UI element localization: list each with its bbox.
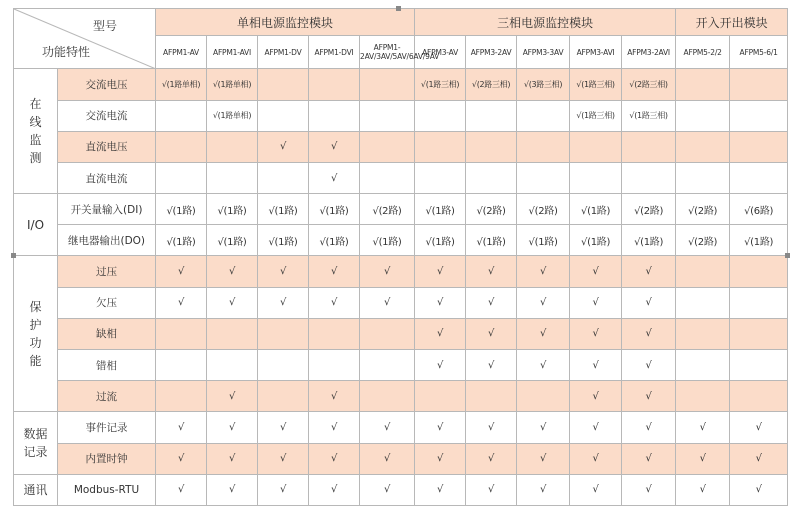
support-cell: √ [415,256,466,287]
support-cell: √ [207,381,258,412]
category-protection [14,256,58,412]
support-cell [730,287,788,318]
support-cell [360,350,415,381]
category-label: 在线监测 [29,97,42,166]
category-io [14,194,58,256]
support-cell: √ [360,287,415,318]
table-row [14,69,788,100]
support-cell: √(1路) [309,194,360,225]
category-communication [14,474,58,505]
support-cell: √ [156,412,207,443]
support-cell [415,131,466,162]
table-row [14,194,788,225]
support-cell [730,318,788,349]
category-online-monitoring [14,69,58,194]
support-cell [360,381,415,412]
support-cell [415,100,466,131]
support-cell [156,100,207,131]
support-cell [466,162,517,193]
support-cell: √ [258,474,309,505]
support-cell: √ [466,474,517,505]
category-label: 保护功能 [29,299,42,368]
support-cell: √ [309,256,360,287]
support-cell: √ [517,287,570,318]
support-cell: √ [207,287,258,318]
support-cell: √ [309,162,360,193]
feature-label: 错相 [58,350,156,381]
support-cell [676,100,730,131]
support-cell: √(1路) [415,194,466,225]
group-three-phase: 三相电源监控模块 [415,9,676,36]
support-cell [309,100,360,131]
support-cell [517,131,570,162]
group-single-phase: 单相电源监控模块 [156,9,415,36]
support-cell [258,69,309,100]
support-cell: √(2路) [517,194,570,225]
model-header: AFPM3-AV [415,36,466,69]
support-cell: √ [466,287,517,318]
support-cell: √ [415,350,466,381]
support-cell: √ [415,474,466,505]
support-cell: √(1路) [570,194,622,225]
support-cell: √(1路) [622,225,676,256]
support-cell: √ [622,381,676,412]
support-cell [258,381,309,412]
model-header: AFPM1-AV [156,36,207,69]
support-cell: √ [622,287,676,318]
support-cell [517,100,570,131]
support-cell: √(1路) [730,225,788,256]
support-cell: √(6路) [730,194,788,225]
support-cell: √(1路) [570,225,622,256]
support-cell: √(2路三相) [466,69,517,100]
support-cell [207,131,258,162]
support-cell [730,100,788,131]
support-cell [676,131,730,162]
group-io-module: 开入开出模块 [676,9,788,36]
support-cell [676,69,730,100]
feature-label: 过压 [58,256,156,287]
feature-label: 内置时钟 [58,443,156,474]
corner-diagonal [14,9,156,69]
model-header: AFPM1-DV [258,36,309,69]
table-row [14,318,788,349]
support-cell [156,350,207,381]
support-cell [415,381,466,412]
support-cell [730,350,788,381]
support-cell: √ [258,131,309,162]
model-header: AFPM1-DVI [309,36,360,69]
support-cell [730,381,788,412]
support-cell: √ [622,318,676,349]
support-cell [156,381,207,412]
support-cell: √ [360,256,415,287]
support-cell: √ [415,412,466,443]
support-cell: √ [517,256,570,287]
support-cell [676,350,730,381]
feature-label: 直流电压 [58,131,156,162]
support-cell: √(1路) [360,225,415,256]
table-row [14,412,788,443]
support-cell [360,100,415,131]
support-cell [676,162,730,193]
support-cell: √(1路) [309,225,360,256]
support-cell: √ [156,287,207,318]
support-cell: √(1路单相) [207,100,258,131]
resize-handle-right [785,253,790,258]
support-cell: √ [156,443,207,474]
feature-label: 开关量输入(DI) [58,194,156,225]
support-cell: √ [517,412,570,443]
category-label: I/O [26,217,45,232]
support-cell [466,131,517,162]
support-cell [730,256,788,287]
support-cell: √(3路三相) [517,69,570,100]
support-cell: √ [570,256,622,287]
support-cell [360,318,415,349]
model-header: AFPM3-2AVI [622,36,676,69]
feature-label: 过流 [58,381,156,412]
support-cell: √ [517,474,570,505]
support-cell: √ [415,287,466,318]
support-cell [207,162,258,193]
support-cell: √ [570,287,622,318]
support-cell: √ [570,474,622,505]
support-cell [258,318,309,349]
table-row [14,256,788,287]
support-cell: √ [258,287,309,318]
support-cell [207,318,258,349]
support-cell: √(1路三相) [415,69,466,100]
corner-model-label: 型号 [92,19,117,33]
model-header: AFPM3-AVI [570,36,622,69]
model-header: AFPM3-2AV [466,36,517,69]
support-cell [517,381,570,412]
support-cell [730,162,788,193]
support-cell: √(2路) [360,194,415,225]
support-cell: √(1路) [156,194,207,225]
table-row [14,162,788,193]
support-cell [309,318,360,349]
support-cell [517,162,570,193]
support-cell [466,381,517,412]
support-cell: √ [622,443,676,474]
support-cell: √(2路) [676,225,730,256]
support-cell: √ [156,474,207,505]
corner-feature-label: 功能特性 [42,45,91,59]
support-cell: √ [309,381,360,412]
support-cell [258,350,309,381]
model-header: AFPM5-2/2 [676,36,730,69]
support-cell [730,69,788,100]
model-header: AFPM5-6/1 [730,36,788,69]
support-cell: √(2路) [466,194,517,225]
support-cell [676,256,730,287]
feature-label: 交流电流 [58,100,156,131]
support-cell: √ [622,412,676,443]
support-cell: √ [676,412,730,443]
support-cell: √ [207,412,258,443]
support-cell: √ [622,256,676,287]
support-cell: √(1路三相) [570,69,622,100]
support-cell: √ [415,443,466,474]
corner-cell [14,9,156,69]
table-row [14,225,788,256]
table-row [14,131,788,162]
support-cell: √(1路三相) [570,100,622,131]
support-cell: √(1路) [207,194,258,225]
support-cell: √ [466,318,517,349]
table-row [14,443,788,474]
support-cell: √ [309,443,360,474]
support-cell [258,162,309,193]
model-header: AFPM1-2AV/3AV/5AV/6AV/9AV [360,36,415,69]
support-cell: √ [730,412,788,443]
support-cell: √ [570,443,622,474]
support-cell [570,131,622,162]
support-cell: √ [676,443,730,474]
support-cell: √ [466,350,517,381]
support-cell: √ [207,256,258,287]
support-cell [360,69,415,100]
support-cell: √ [517,350,570,381]
table-row [14,100,788,131]
model-header: AFPM1-AVI [207,36,258,69]
support-cell: √(1路单相) [207,69,258,100]
support-cell: √(2路) [676,194,730,225]
support-cell: √ [258,412,309,443]
feature-label: Modbus-RTU [58,474,156,505]
support-cell [360,131,415,162]
support-cell: √ [622,474,676,505]
support-cell: √ [258,256,309,287]
support-cell: √(1路三相) [622,100,676,131]
feature-label: 交流电压 [58,69,156,100]
support-cell: √(2路) [622,194,676,225]
support-cell [156,131,207,162]
feature-label: 缺相 [58,318,156,349]
support-cell: √(1路) [415,225,466,256]
support-cell [622,131,676,162]
support-cell: √ [309,131,360,162]
support-cell: √ [570,412,622,443]
table-row [14,381,788,412]
support-cell: √(1路) [156,225,207,256]
support-cell: √(1路) [466,225,517,256]
support-cell [415,162,466,193]
resize-handle-top [396,6,401,11]
table-row [14,287,788,318]
support-cell: √ [570,318,622,349]
support-cell: √ [517,443,570,474]
category-label: 通讯 [23,482,48,497]
support-cell [156,162,207,193]
support-cell: √ [360,443,415,474]
support-cell [156,318,207,349]
support-cell: √ [517,318,570,349]
support-cell: √ [730,474,788,505]
support-cell [730,131,788,162]
support-cell: √(1路单相) [156,69,207,100]
support-cell: √ [466,443,517,474]
support-cell: √ [676,474,730,505]
support-cell [676,318,730,349]
support-cell: √ [570,350,622,381]
support-cell: √ [360,474,415,505]
support-cell: √(1路) [517,225,570,256]
model-header: AFPM3-3AV [517,36,570,69]
support-cell: √(1路) [258,194,309,225]
support-cell: √ [309,412,360,443]
category-label: 数据记录 [23,427,48,460]
category-data-record [14,412,58,474]
support-cell: √ [156,256,207,287]
spec-table-wrapper [13,8,787,506]
support-cell [360,162,415,193]
support-cell: √(1路) [258,225,309,256]
support-cell: √ [309,474,360,505]
feature-label: 事件记录 [58,412,156,443]
feature-label: 欠压 [58,287,156,318]
support-cell: √ [309,287,360,318]
support-cell: √ [622,350,676,381]
support-cell [207,350,258,381]
support-cell [676,287,730,318]
support-cell: √ [415,318,466,349]
table-row [14,350,788,381]
support-cell: √ [207,443,258,474]
feature-label: 继电器输出(DO) [58,225,156,256]
support-cell: √ [730,443,788,474]
support-cell [622,162,676,193]
support-cell [309,69,360,100]
feature-label: 直流电流 [58,162,156,193]
support-cell: √ [207,474,258,505]
support-cell [466,100,517,131]
support-cell [676,381,730,412]
support-cell: √ [360,412,415,443]
support-cell: √ [570,381,622,412]
support-cell [570,162,622,193]
support-cell: √ [466,256,517,287]
support-cell: √(2路三相) [622,69,676,100]
support-cell [309,350,360,381]
support-cell: √(1路) [207,225,258,256]
support-cell: √ [466,412,517,443]
support-cell [258,100,309,131]
support-cell: √ [258,443,309,474]
resize-handle-left [11,253,16,258]
spec-table [13,8,788,506]
table-row [14,474,788,505]
